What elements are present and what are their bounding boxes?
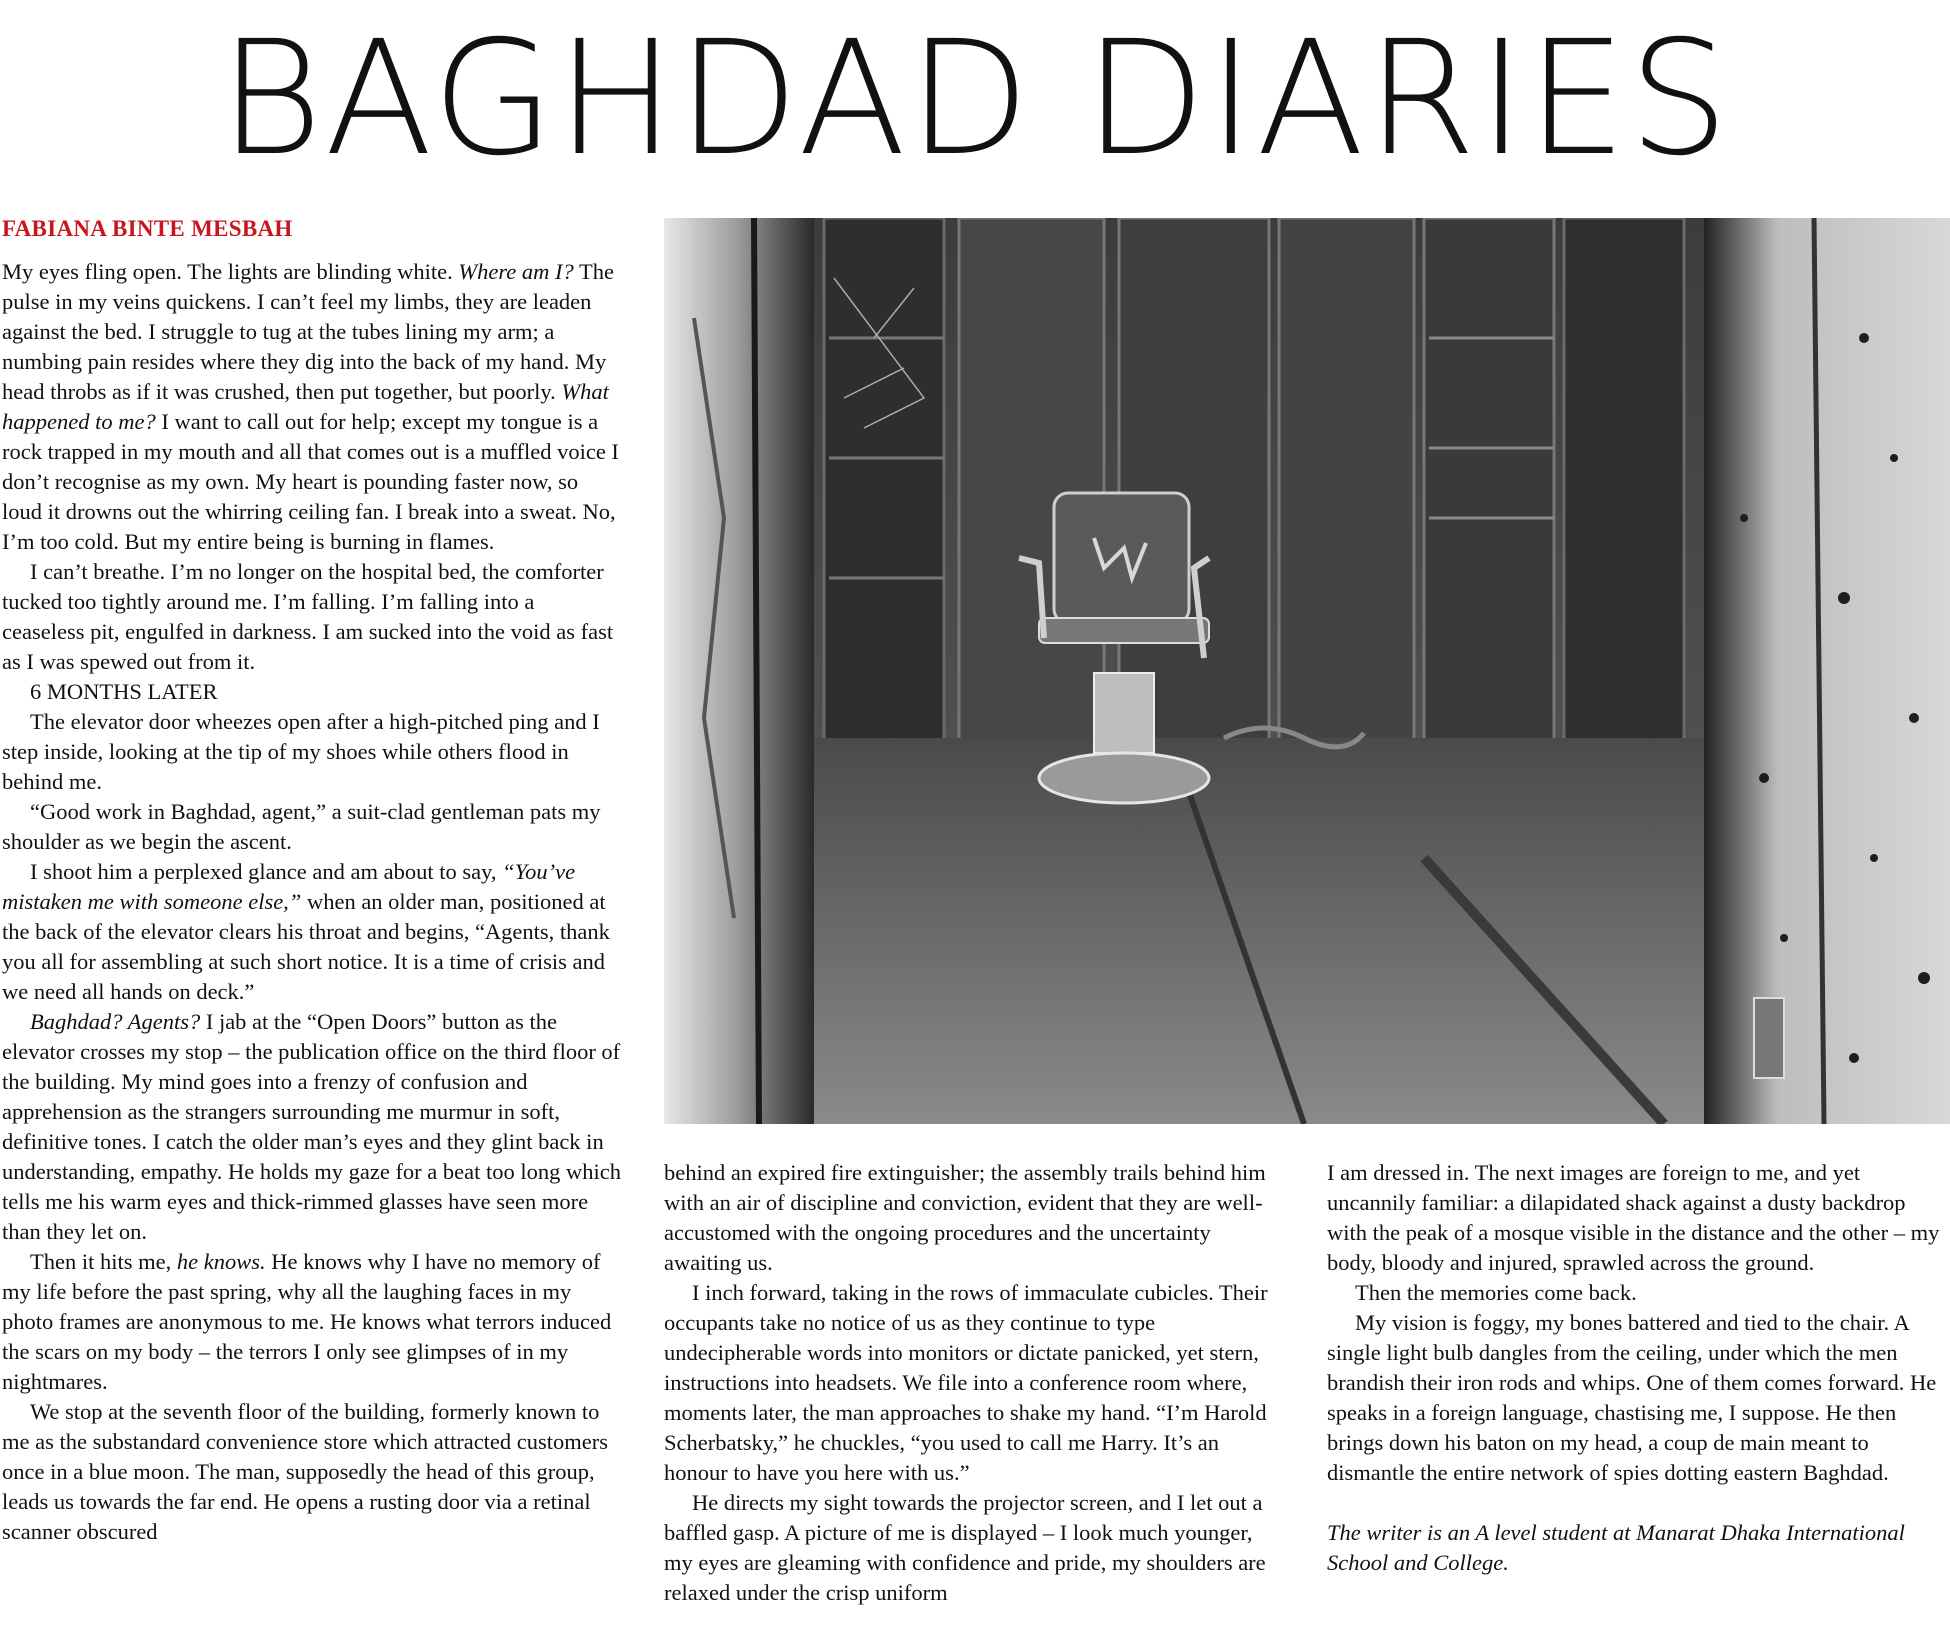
paragraph: I am dressed in. The next images are foreign to me, and yet uncannily familiar: a dilapidated shack against a dusty backdrop with the peak of a mosque visible in the distance and the other – my body, bloody and injured, sprawled across the ground.	[1327, 1160, 1940, 1275]
paragraph	[2, 1247, 622, 1397]
text-run: My eyes fling open. The lights are blinding white.	[2, 259, 459, 284]
italic-text: Baghdad? Agents?	[30, 1009, 201, 1034]
article-column-2	[664, 1158, 1284, 1608]
section-marker: 6 MONTHS LATER	[30, 679, 218, 704]
text-run: Then it hits me,	[30, 1249, 177, 1274]
text-run: when an older man, positioned at the back of the elevator clears his throat and begins, “Agents, thank you all for assembling at such short notice. It is a time of crisis and we need all hands on deck.”	[2, 889, 610, 1004]
italic-text: he knows.	[176, 1249, 266, 1274]
paragraph: I inch forward, taking in the rows of immaculate cubicles. Their occupants take no notice of us as they continue to type undecipherable words into monitors or dictate panicked, yet stern, instructions into headsets. We file into a conference room where, moments later, the man approaches to shake my hand. “I’m Harold Scherbatsky,” he chuckles, “you used to call me Harry. It’s an honour to have you here with us.”	[664, 1280, 1268, 1485]
text-run: I want to call out for help; except my tongue is a rock trapped in my mouth and all that comes out is a muffled voice I don’t recognise as my own. My heart is pounding faster now, so loud it drowns out the whirring ceiling fan. I break into a sweat. No, I’m too cold. But my entire being is burning in flames.	[2, 409, 619, 554]
text-run: He knows why I have no memory of my life before the past spring, why all the laughing faces in my photo frames are anonymous to me. He knows what terrors induced the scars on my body – the terrors I only see glimpses of in my nightmares.	[2, 1249, 612, 1394]
paragraph	[2, 1007, 622, 1247]
text-run: I shoot him a perplexed glance and am about to say,	[30, 859, 503, 884]
paragraph: Then the memories come back.	[1355, 1280, 1637, 1305]
paragraph	[2, 257, 622, 557]
paragraph: I can’t breathe. I’m no longer on the hospital bed, the comforter tucked too tightly around me. I’m falling. I’m falling into a ceaseless pit, engulfed in darkness. I am sucked into the void as fast as I was spewed out from it.	[2, 559, 614, 674]
italic-text: What happened to me?	[2, 379, 609, 434]
italic-text: “You’ve mistaken me with someone else,”	[2, 859, 576, 914]
paragraph: He directs my sight towards the projector screen, and I let out a baffled gasp. A picture of me is displayed – I look much younger, my eyes are gleaming with confidence and pride, my shoulders are relaxed under the crisp uniform	[664, 1490, 1266, 1605]
text-run: I jab at the “Open Doors” button as the elevator crosses my stop – the publication office on the third floor of the building. My mind goes into a frenzy of confusion and apprehension as the strangers surrounding me murmur in soft, definitive tones. I catch the older man’s eyes and they glint back in understanding, empathy. He holds my gaze for a beat too long which tells me his warm eyes and thick-rimmed glasses have seen more than they let on.	[2, 1009, 622, 1244]
paragraph: My vision is foggy, my bones battered and tied to the chair. A single light bulb dangles from the ceiling, under which the men brandish their iron rods and whips. One of them comes forward. He speaks in a foreign language, chastising me, I suppose. He then brings down his baton on my head, a coup de main meant to dismantle the entire network of spies dotting eastern Baghdad.	[1327, 1310, 1937, 1485]
author-note: The writer is an A level student at Manarat Dhaka International School and College.	[1327, 1520, 1905, 1575]
paragraph: We stop at the seventh floor of the building, formerly known to me as the substandard convenience store which attracted customers once in a blue moon. The man, supposedly the head of this group, leads us towards the far end. He opens a rusting door via a retinal scanner obscured	[2, 1399, 609, 1544]
author-byline: FABIANA BINTE MESBAH	[2, 216, 293, 241]
photo-illustration	[664, 218, 1950, 1124]
text-run: The pulse in my veins quickens. I can’t feel my limbs, they are leaden against the bed. I struggle to tug at the tubes lining my arm; a numbing pain resides where they dig into the back of my hand. My head throbs as if it was crushed, then put together, but poorly.	[2, 259, 614, 404]
paragraph: behind an expired fire extinguisher; the assembly trails behind him with an air of discipline and conviction, evident that they are well-accustomed with the ongoing procedures and the uncertainty awaiting us.	[664, 1160, 1266, 1275]
paragraph	[2, 857, 622, 1007]
abandoned-barber-chair-photo	[664, 218, 1950, 1124]
paragraph: The elevator door wheezes open after a high-pitched ping and I step inside, looking at the tip of my shoes while others flood in behind me.	[2, 709, 600, 794]
italic-text: Where am I?	[458, 259, 574, 284]
article-column-1	[2, 257, 622, 1547]
paragraph: “Good work in Baghdad, agent,” a suit-clad gentleman pats my shoulder as we begin the ascent.	[2, 799, 601, 854]
article-title: BAGHDAD DIARIES	[219, 7, 1731, 191]
article-column-3	[1327, 1158, 1945, 1578]
